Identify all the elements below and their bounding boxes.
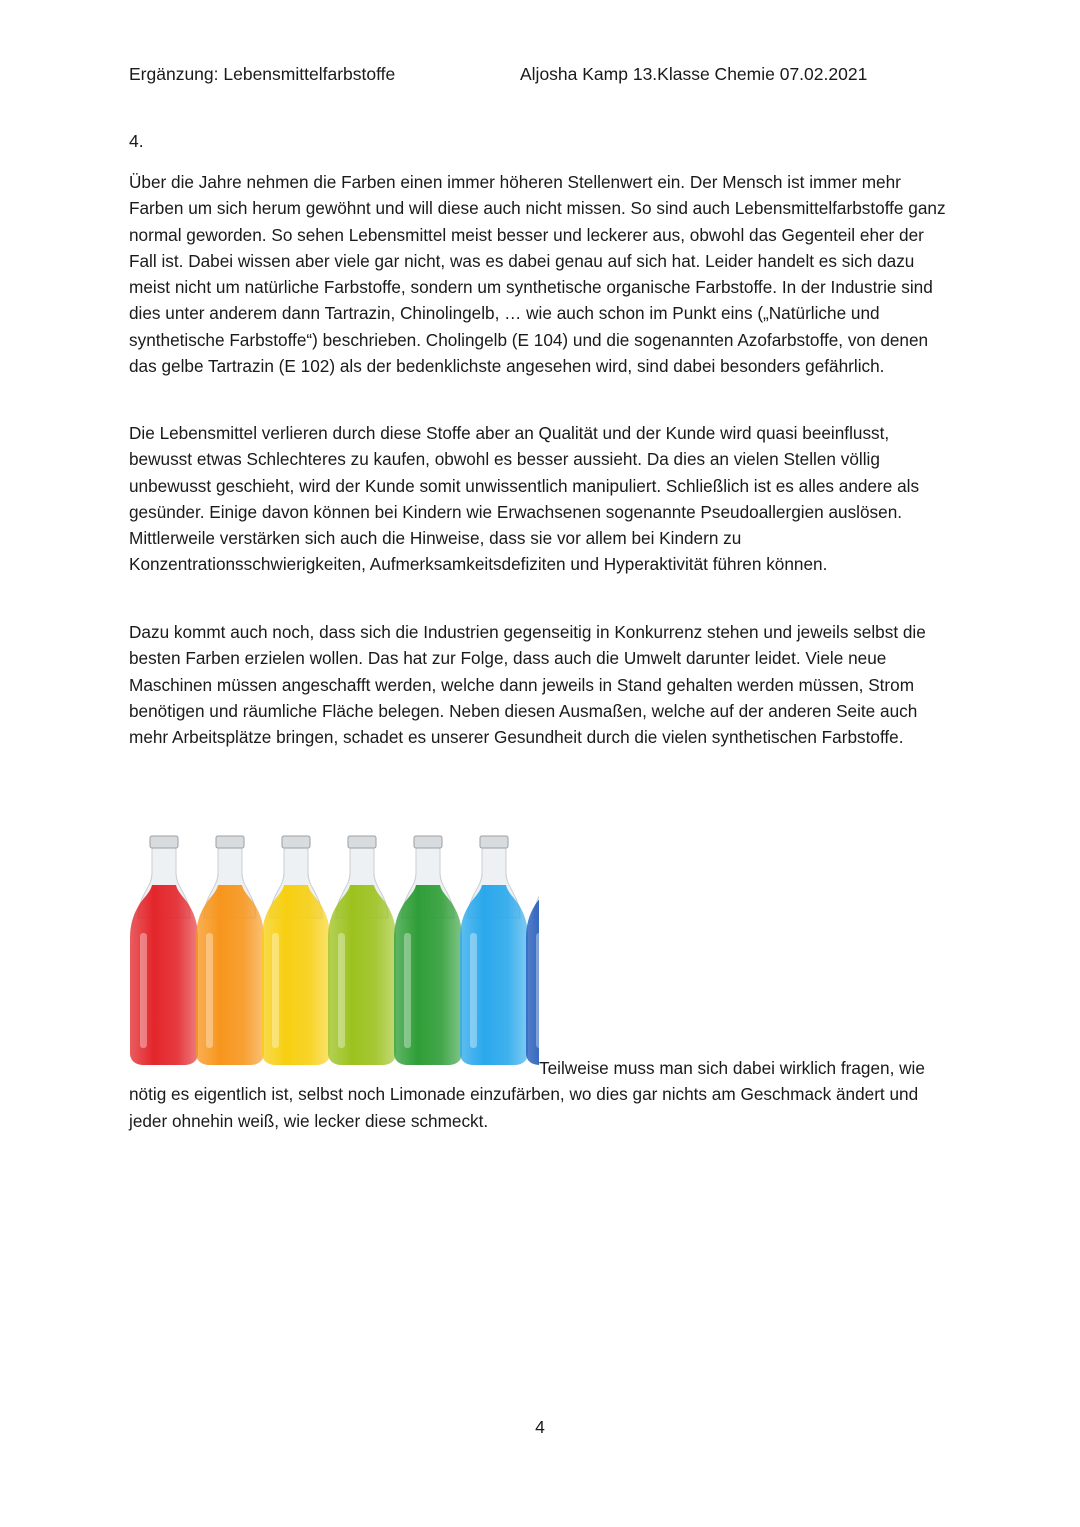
paragraph: Dazu kommt auch noch, dass sich die Industrien gegenseitig in Konkurrenz stehen und jeweils selbst die besten Farben erzielen wollen. Das hat zur Folge, dass auch die Umwelt darunter leidet. Viele neue Maschinen müssen angeschafft werden, welche dann jeweils in Stand gehalten werden müssen, Strom benötigen und räumliche Fläche belegen. Neben diesen Ausmaßen, welche auf der anderen Seite auch mehr Arbeitsplätze bringen, schadet es unserer Gesundheit durch die vielen synthetischen Farbstoffe. — [129, 622, 926, 748]
header-title: Ergänzung: Lebensmittelfarbstoffe — [129, 64, 396, 84]
bottles-illustration — [129, 833, 539, 1068]
bottle — [526, 836, 539, 1065]
colored-bottles-image — [129, 833, 539, 1068]
header-author-info: Aljosha Kamp 13.Klasse Chemie 07.02.2021 — [520, 64, 868, 84]
bottle — [262, 836, 330, 1065]
bottle — [196, 836, 264, 1065]
section-number: 4. — [129, 131, 144, 151]
figure-paragraph: Teilweise muss man sich dabei wirklich fragen, wie nötig es eigentlich ist, selbst noch Limonade einzufärben, wo dies gar nichts am Geschmack ändert und jeder ohnehin weiß, wie lecker diese schmeckt. — [129, 1058, 925, 1131]
page-number: 4 — [535, 1417, 545, 1437]
bottle — [328, 836, 396, 1065]
bottle — [394, 836, 462, 1065]
bottle — [460, 836, 528, 1065]
bottle — [130, 836, 198, 1065]
figure-with-text — [129, 833, 959, 1134]
paragraph: Die Lebensmittel verlieren durch diese Stoffe aber an Qualität und der Kunde wird quasi beeinflusst, bewusst etwas Schlechteres zu kaufen, obwohl es besser aussieht. Da dies an vielen Stellen völlig unbewusst geschieht, wird der Kunde somit unwissentlich manipuliert. Schließlich ist es alles andere als gesünder. Einige davon können bei Kindern wie Erwachsenen sogenannte Pseudoallergien auslösen. Mittlerweile verstärken sich auch die Hinweise, dass sie vor allem bei Kindern zu Konzentrationsschwierigkeiten, Aufmerksamkeitsdefiziten und Hyperaktivität führen können. — [129, 423, 920, 575]
paragraph: Über die Jahre nehmen die Farben einen immer höheren Stellenwert ein. Der Mensch ist immer mehr Farben um sich herum gewöhnt und will diese auch nicht missen. So sind auch Lebensmittelfarbstoffe ganz normal geworden. So sehen Lebensmittel meist besser und leckerer aus, obwohl das Gegenteil eher der Fall ist. Dabei wissen aber viele gar nicht, was es dabei genau auf sich hat. Leider handelt es sich dazu meist nicht um natürliche Farbstoffe, sondern um synthetische organische Farbstoffe. In der Industrie sind dies unter anderem dann Tartrazin, Chinolingelb, … wie auch schon im Punkt eins („Natürliche und synthetische Farbstoffe“) beschrieben. Cholingelb (E 104) und die sogenannten Azofarbstoffe, von denen das gelbe Tartrazin (E 102) als der bedenklichste angesehen wird, sind dabei besonders gefährlich. — [129, 172, 946, 377]
